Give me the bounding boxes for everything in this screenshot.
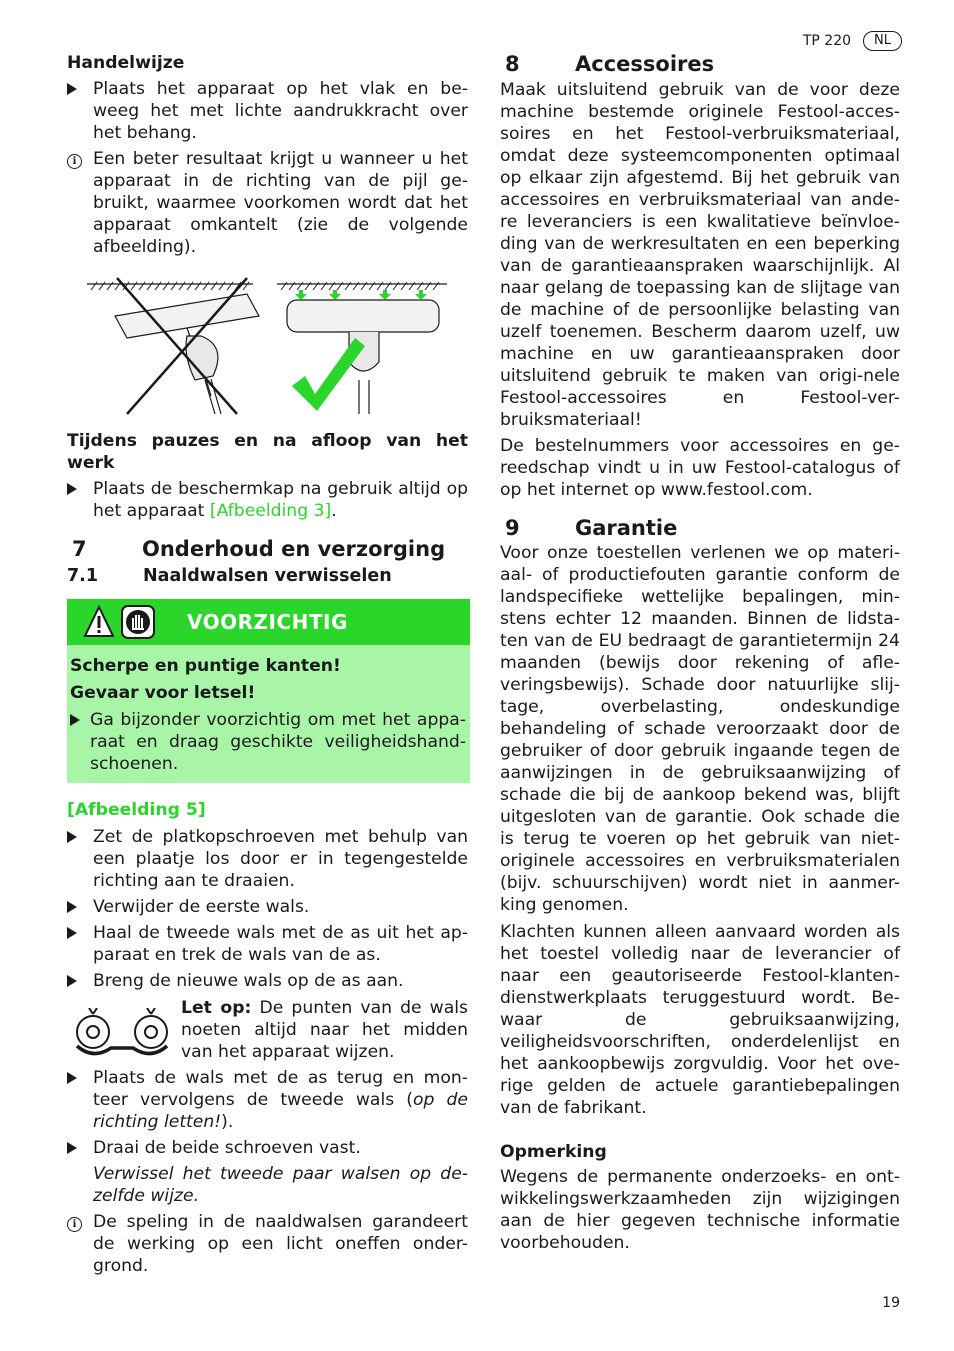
- note-paragraph: [181, 997, 468, 1063]
- handelwijze-block: [67, 52, 468, 258]
- step-text: Zet de platkopschroeven met behulp van een plaatje los door er in tegengestelde richting aan te draaien.: [93, 827, 468, 891]
- handelwijze-bullet-text: Plaats het apparaat op het vlak en be-weeg het met lichte aandrukkracht over het behang.: [93, 79, 468, 143]
- step-item: [67, 1067, 468, 1133]
- steps-list: [67, 826, 468, 992]
- step-text: Breng de nieuwe wals op de as aan.: [93, 971, 404, 991]
- info2: [67, 1211, 468, 1277]
- section-8-title: Accessoires: [575, 52, 715, 76]
- step5-suffix: ).: [221, 1112, 234, 1132]
- warning-triangle-icon: [83, 605, 115, 639]
- section-71-title: Naaldwalsen verwisselen: [143, 566, 392, 586]
- warning-line1: Scherpe en puntige kanten!: [70, 656, 341, 676]
- section-9-heading: [500, 515, 900, 541]
- info2-text: De speling in de naaldwalsen garandeert de werking op een licht oneffen onder-grond.: [93, 1212, 468, 1276]
- accessoires-paragraph-1: Maak uitsluitend gebruik van de voor deze machine bestemde originele Festool-acces-soires en het Festool-verbruiksmateriaal, omdat deze systeemcomponenten optimaal op elkaar zijn afgestemd. Bij het gebruik van accessoires en verbruiksmateriaal van ande-re leveranciers is een kwalitatieve beïnvloe-ding van de werkresultaten en een beperking van de garantieaanspraken waarschijnlijk. Al naar gelang de toepassing kan de slijtage van de machine of de persoonlijke belasting van uzelf toenemen. Bescherm daarom uzelf, uw machine en uw garantieaanspraken door uitsluitend gebruik te maken van origi-nele Festool-accessoires en Festool-ver-bruiksmateriaal!: [500, 80, 900, 430]
- section-71-heading: [67, 565, 468, 587]
- note-text: De punten van de wals noeten altijd naar het midden van het apparaat wijzen.: [181, 998, 468, 1062]
- warning-line2: Gevaar voor letsel!: [70, 683, 256, 703]
- section-9-title: Garantie: [575, 516, 678, 540]
- warning-bullet-text: Ga bijzonder voorzichtig om met het appa-raat en draag geschikte veiligheidshand-schoenen.: [90, 710, 466, 774]
- info-icon: i: [67, 1217, 82, 1232]
- gloves-icon: [121, 605, 155, 639]
- handelwijze-info: [67, 148, 468, 258]
- handelwijze-info-text: Een beter resultaat krijgt u wanneer u het apparaat in de richting van de pijl ge-bruikt, waarmee voorkomen wordt dat het apparaat omkantelt (zie de volgende afbeelding).: [93, 149, 468, 257]
- note-label: Let op:: [181, 998, 252, 1018]
- opmerking-paragraph: Wegens de permanente onderzoeks- en ont-wikkelingswerkzaamheden zijn wijzigingen aan de hier gegeven technische informatie voorbehouden.: [500, 1167, 900, 1253]
- warning-bullet: [70, 709, 466, 775]
- afbeelding3-link[interactable]: [Afbeelding 3]: [209, 501, 332, 521]
- step6-text: Draai de beide schroeven vast.: [93, 1138, 361, 1158]
- opmerking-title: Opmerking: [500, 1142, 607, 1162]
- warning-title: VOORZICHTIG: [187, 610, 348, 634]
- afbeelding5-link[interactable]: [Afbeelding 5]: [67, 800, 206, 820]
- warning-box: [67, 599, 470, 783]
- warning-header: [67, 599, 470, 645]
- step5-italic: op de richting letten!: [93, 1090, 468, 1132]
- step-item: [67, 970, 468, 992]
- tool-position-illustration: [87, 276, 467, 416]
- pauzes-bullet-suffix: .: [331, 501, 337, 521]
- section-7-heading: [67, 536, 468, 562]
- section-7-title: Onderhoud en verzorging: [142, 537, 446, 561]
- roller-direction-icon: [71, 1008, 173, 1062]
- pauzes-title: Tijdens pauzes en na afloop van het werk: [67, 431, 468, 473]
- italic-note: Verwissel het tweede paar walsen op de-zelfde wijze.: [93, 1164, 468, 1206]
- checkmark-icon: [292, 338, 365, 411]
- bullet-arrow-icon: [67, 1142, 77, 1154]
- handelwijze-title: Handelwijze: [67, 53, 185, 73]
- step-item: [67, 1137, 468, 1159]
- language-badge: NL: [863, 31, 902, 51]
- bullet-arrow-icon: [67, 83, 77, 95]
- bullet-arrow-icon: [67, 831, 77, 843]
- bullet-arrow-icon: [67, 901, 77, 913]
- step5-text: Plaats de wals met de as terug en mon-teer vervolgens de tweede wals (: [93, 1068, 468, 1110]
- warning-body: [67, 645, 470, 783]
- pauzes-bullet: [67, 478, 468, 522]
- step-item: [67, 922, 468, 966]
- step-text: Verwijder de eerste wals.: [93, 897, 310, 917]
- model-label: TP 220: [802, 33, 852, 49]
- garantie-paragraph-2: Klachten kunnen alleen aanvaard worden als het toestel volledig naar de leverancier of naar een geautoriseerde Festool-klanten-dienstwerkplaats teruggestuurd wordt. Be-waar de gebruiksaanwijzing, veiligheidsvoorschriften, onderdelenlijst en het aankoopbewijs zorgvuldig. Voor het ove-rige gelden de actuele garantiebepalingen van de fabrikant.: [500, 922, 900, 1118]
- section-71-number: 7.1: [67, 566, 99, 586]
- garantie-paragraph-1: Voor onze toestellen verlenen we op materi-aal- of productiefouten garantie conform de landspecifieke wettelijke bepalingen, min-stens echter 12 maanden. Binnen de lidsta-ten van de EU bedraagt de garantietermijn 24 maanden (bewijs door rekening of afle-veringsbewijs). Schade door natuurlijke slij-tage, overbelasting, ondeskundige behandeling of schade veroorzaakt door de gebruiker of door gebruik ingaande tegen de aanwijzingen in de gebruiksaanwijzing of schade die bij de aankoop bekend was, blijft uitgesloten van de garantie. Ook schade die is terug te voeren op het gebruik van niet-originele accessoires en verbruiksmaterialen (bijv. schuurschijven) wordt niet in aanmer-king genomen.: [500, 543, 900, 915]
- section-7-number: 7: [72, 537, 87, 561]
- bullet-arrow-icon: [67, 1072, 77, 1084]
- bullet-arrow-icon: [67, 483, 77, 495]
- step-item: [67, 896, 468, 918]
- page-header: [803, 30, 902, 52]
- bullet-arrow-icon: [67, 927, 77, 939]
- bullet-arrow-icon: [67, 975, 77, 987]
- step-text: Haal de tweede wals met de as uit het ap-paraat en trek de wals van de as.: [93, 923, 468, 965]
- steps-list-2: [67, 1067, 468, 1277]
- section-9-number: 9: [505, 516, 520, 540]
- bullet-arrow-icon: [70, 714, 80, 726]
- page-number: 19: [882, 1295, 900, 1311]
- accessoires-paragraph-2: De bestelnummers voor accessoires en ge-reedschap vindt u in uw Festool-catalogus of op het internet op www.festool.com.: [500, 436, 900, 500]
- section-8-number: 8: [505, 52, 520, 76]
- handelwijze-bullet: [67, 78, 468, 144]
- pauzes-bullet-text: Plaats de beschermkap na gebruik altijd op het apparaat: [93, 479, 468, 521]
- pauzes-block: [67, 430, 468, 522]
- section-8-heading: [500, 51, 900, 77]
- step-item: [67, 826, 468, 892]
- info-icon: i: [67, 154, 82, 169]
